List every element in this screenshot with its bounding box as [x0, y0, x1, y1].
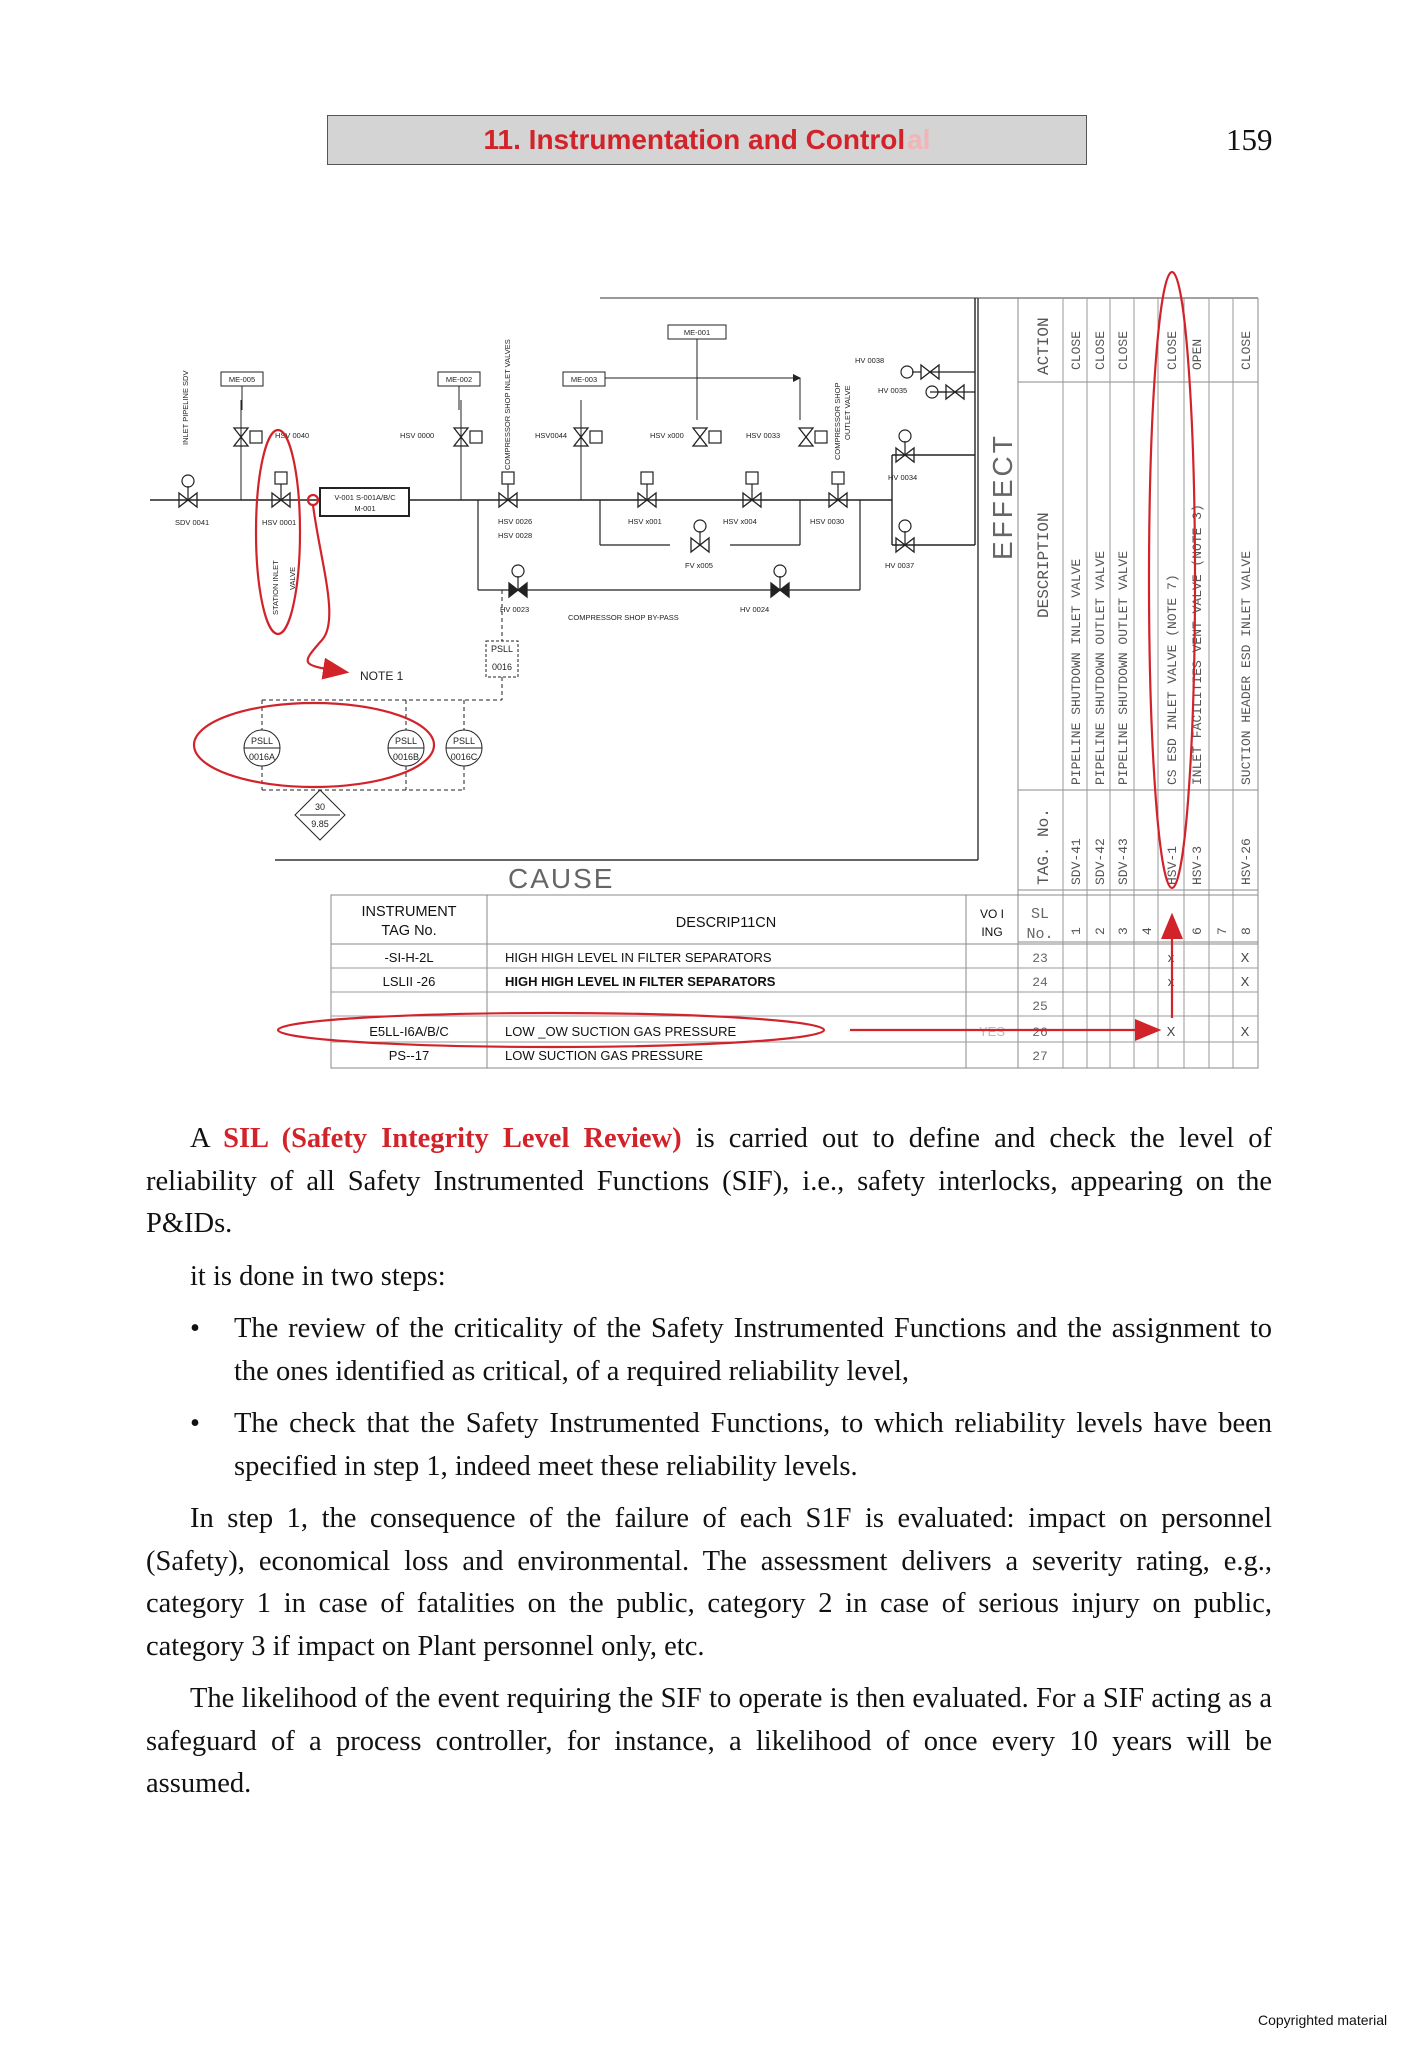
body-text — [146, 1118, 1272, 1806]
hsv0040-label: HSV 0040 — [275, 431, 310, 440]
hsvx001-label: HSV x001 — [628, 517, 662, 526]
psll-b-tag: 0016B — [392, 752, 420, 762]
psll-a-label: PSLL — [250, 736, 274, 746]
station-inlet-label: STATION INLET — [271, 560, 280, 615]
cause-mark: x — [1167, 950, 1175, 965]
bullet-2: • The check that the Safety Instrumented Functions, to which reliability levels have been specified in step 1, indeed meet these reliability levels. — [190, 1408, 1272, 1482]
effect-col-number: 5 — [1165, 927, 1180, 935]
psll-top-tag: 0016 — [491, 662, 513, 672]
cause-tag: PS--17 — [388, 1048, 430, 1063]
effect-col-number: 2 — [1093, 927, 1108, 935]
hsv0026-label: HSV 0026 — [498, 517, 533, 526]
psll-b-label: PSLL — [394, 736, 418, 746]
bypass-label: COMPRESSOR SHOP BY-PASS — [568, 613, 679, 622]
instrument-header-2: TAG No. — [381, 923, 437, 939]
inlet-sdv-label: INLET PIPELINE SDV — [181, 370, 190, 445]
vote-top: 30 — [314, 802, 326, 812]
cause-sl: 27 — [1032, 1049, 1048, 1064]
hsv0030-label: HSV 0030 — [810, 517, 845, 526]
note1-label: NOTE 1 — [360, 669, 404, 683]
cause-mark: X — [1240, 1024, 1250, 1039]
hsv0044-label: HSV0044 — [535, 431, 568, 440]
paragraph-sil: A SIL (Safety Integrity Level Review) is carried out to define and check the level of reliability of all Safety Instrumented Functions (SIF), i.e., safety interlocks, appearing on the P&IDs. — [146, 1123, 1272, 1239]
effect-action: CLOSE — [1093, 330, 1108, 370]
effect-tag: HSV-26 — [1239, 838, 1254, 885]
comp-outlet-label-2: OUTLET VALVE — [843, 385, 852, 440]
cause-mark: x — [1167, 974, 1175, 989]
paragraph-likelihood: The likelihood of the event requiring the SIF to operate is then evaluated. For a SIF acting as a safeguard of a process controller, for instance, a likelihood of once every 10 years will be assumed. — [146, 1683, 1272, 1799]
me001-label: ME-001 — [683, 328, 711, 337]
chapter-title: 11. Instrumentation and Control — [483, 124, 906, 155]
effect-col-number: 4 — [1140, 927, 1155, 935]
me002-label: ME-002 — [445, 375, 473, 384]
cause-sl: 26 — [1032, 1025, 1048, 1040]
cause-sl: 25 — [1032, 999, 1048, 1014]
hsv0001-label: HSV 0001 — [262, 518, 297, 527]
effect-col-number: 7 — [1215, 927, 1230, 935]
voting-header-2: ING — [981, 925, 1003, 939]
comp-outlet-label-1: COMPRESSOR SHOP — [833, 382, 842, 460]
effect-description: PIPELINE SHUTDOWN OUTLET VALVE — [1093, 550, 1108, 785]
hsv0028-label: HSV 0028 — [498, 531, 533, 540]
page-number: 159 — [1226, 122, 1273, 157]
action-header: ACTION — [1035, 317, 1053, 375]
cause-description: LOW _OW SUCTION GAS PRESSURE — [505, 1024, 737, 1039]
sl-header-2: No. — [1026, 926, 1054, 943]
cause-mark: X — [1240, 950, 1250, 965]
hsvx000-label: HSV x000 — [650, 431, 684, 440]
psll-a-tag: 0016A — [248, 752, 276, 762]
hv0037-label: HV 0037 — [885, 561, 915, 570]
sil-highlight: SIL (Safety Integrity Level Review) — [223, 1123, 682, 1154]
cause-description: HIGH HIGH LEVEL IN FILTER SEPARATORS — [505, 950, 772, 965]
bullet-1: • The review of the criticality of the Safety Instrumented Functions and the assignment to the ones identified as critical, of a required reliability level, — [190, 1313, 1272, 1387]
vessel-label-2: M-001 — [354, 504, 376, 513]
me005-label: ME-005 — [228, 375, 256, 384]
cause-description: HIGH HIGH LEVEL IN FILTER SEPARATORS — [505, 974, 776, 989]
effect-description: CS ESD INLET VALVE (NOTE 7) — [1165, 574, 1180, 785]
valve-label: VALVE — [288, 566, 297, 590]
vessel-label-1: V-001 S-001A/B/C — [334, 493, 396, 502]
effect-action: CLOSE — [1239, 330, 1254, 370]
cause-tag: LSLII -26 — [382, 974, 436, 989]
chapter-title-ghost: al — [907, 124, 931, 155]
cause-description: LOW SUCTION GAS PRESSURE — [505, 1048, 703, 1063]
effect-col-number: 8 — [1239, 927, 1254, 935]
hv0035-label: HV 0035 — [878, 386, 908, 395]
cause-label: CAUSE — [508, 863, 615, 894]
effect-action: CLOSE — [1069, 330, 1084, 370]
hv0038-label: HV 0038 — [855, 356, 885, 365]
psll-c-tag: 0016C — [450, 752, 478, 762]
cause-sl: 24 — [1032, 975, 1048, 990]
copyright-notice: Copyrighted material — [1258, 2012, 1388, 2028]
cause-sl: 23 — [1032, 951, 1048, 966]
fvx005-label: FV x005 — [685, 561, 713, 570]
psll-c-label: PSLL — [452, 736, 476, 746]
effect-col-number: 3 — [1116, 927, 1131, 935]
effect-action: CLOSE — [1116, 330, 1131, 370]
vote-bottom: 9.85 — [311, 819, 329, 829]
sl-header-1: SL — [1030, 906, 1050, 923]
effect-tag: SDV-42 — [1093, 838, 1108, 885]
voting-header-1: VO I — [979, 907, 1005, 921]
me003-label: ME-003 — [570, 375, 598, 384]
effect-action: CLOSE — [1165, 330, 1180, 370]
instrument-header-1: INSTRUMENT — [361, 904, 457, 920]
cause-tag: -SI-H-2L — [384, 950, 434, 965]
effect-description: PIPELINE SHUTDOWN OUTLET VALVE — [1116, 550, 1131, 785]
hv0024-label: HV 0024 — [740, 605, 770, 614]
hsv0000-label: HSV 0000 — [400, 431, 435, 440]
description-col-header: DESCRIP11CN — [675, 915, 777, 931]
cause-tag: E5LL-I6A/B/C — [369, 1024, 449, 1039]
effect-col-number: 1 — [1069, 927, 1084, 935]
cause-voting: YES — [978, 1024, 1006, 1039]
sdv0041-label: SDV 0041 — [175, 518, 210, 527]
effect-description: INLET FACILITIES VENT VALVE (NOTE 3) — [1190, 504, 1205, 785]
effect-action: OPEN — [1190, 338, 1205, 370]
effect-description: PIPELINE SHUTDOWN INLET VALVE — [1069, 558, 1084, 785]
cause-mark: X — [1240, 974, 1250, 989]
effect-label: EFFECT — [987, 433, 1018, 560]
paragraph-steps: it is done in two steps: — [190, 1260, 446, 1292]
effect-tag: HSV-3 — [1190, 845, 1205, 885]
effect-tag: HSV-1 — [1165, 845, 1180, 885]
effect-tag: SDV-43 — [1116, 838, 1131, 885]
cause-table — [331, 895, 1258, 1068]
hv0023-label: HV 0023 — [500, 605, 530, 614]
hv0034-label: HV 0034 — [888, 473, 918, 482]
effect-tag: SDV-41 — [1069, 838, 1084, 885]
effect-col-number: 6 — [1190, 927, 1205, 935]
psll-top-label: PSLL — [490, 644, 514, 654]
tag-header: TAG. No. — [1035, 808, 1053, 885]
paragraph-step1: In step 1, the consequence of the failure of each S1F is evaluated: impact on personnel (Safety), economical loss and environmental. The assessment delivers a severity rating, e.g., category 1 in case of fatalities on the public, category 2 in case of serious injury on public, category 3 if impact on Plant personnel only, etc. — [146, 1503, 1272, 1662]
cause-mark: X — [1166, 1024, 1176, 1039]
hsv0033-label: HSV 0033 — [746, 431, 781, 440]
effect-description: SUCTION HEADER ESD INLET VALVE — [1239, 550, 1254, 785]
hsvx004-label: HSV x004 — [723, 517, 757, 526]
comp-inlet-label: COMPRESSOR SHOP INLET VALVES — [503, 339, 512, 470]
effect-table — [1018, 298, 1258, 1068]
description-header: DESCRIPTION — [1035, 512, 1053, 618]
